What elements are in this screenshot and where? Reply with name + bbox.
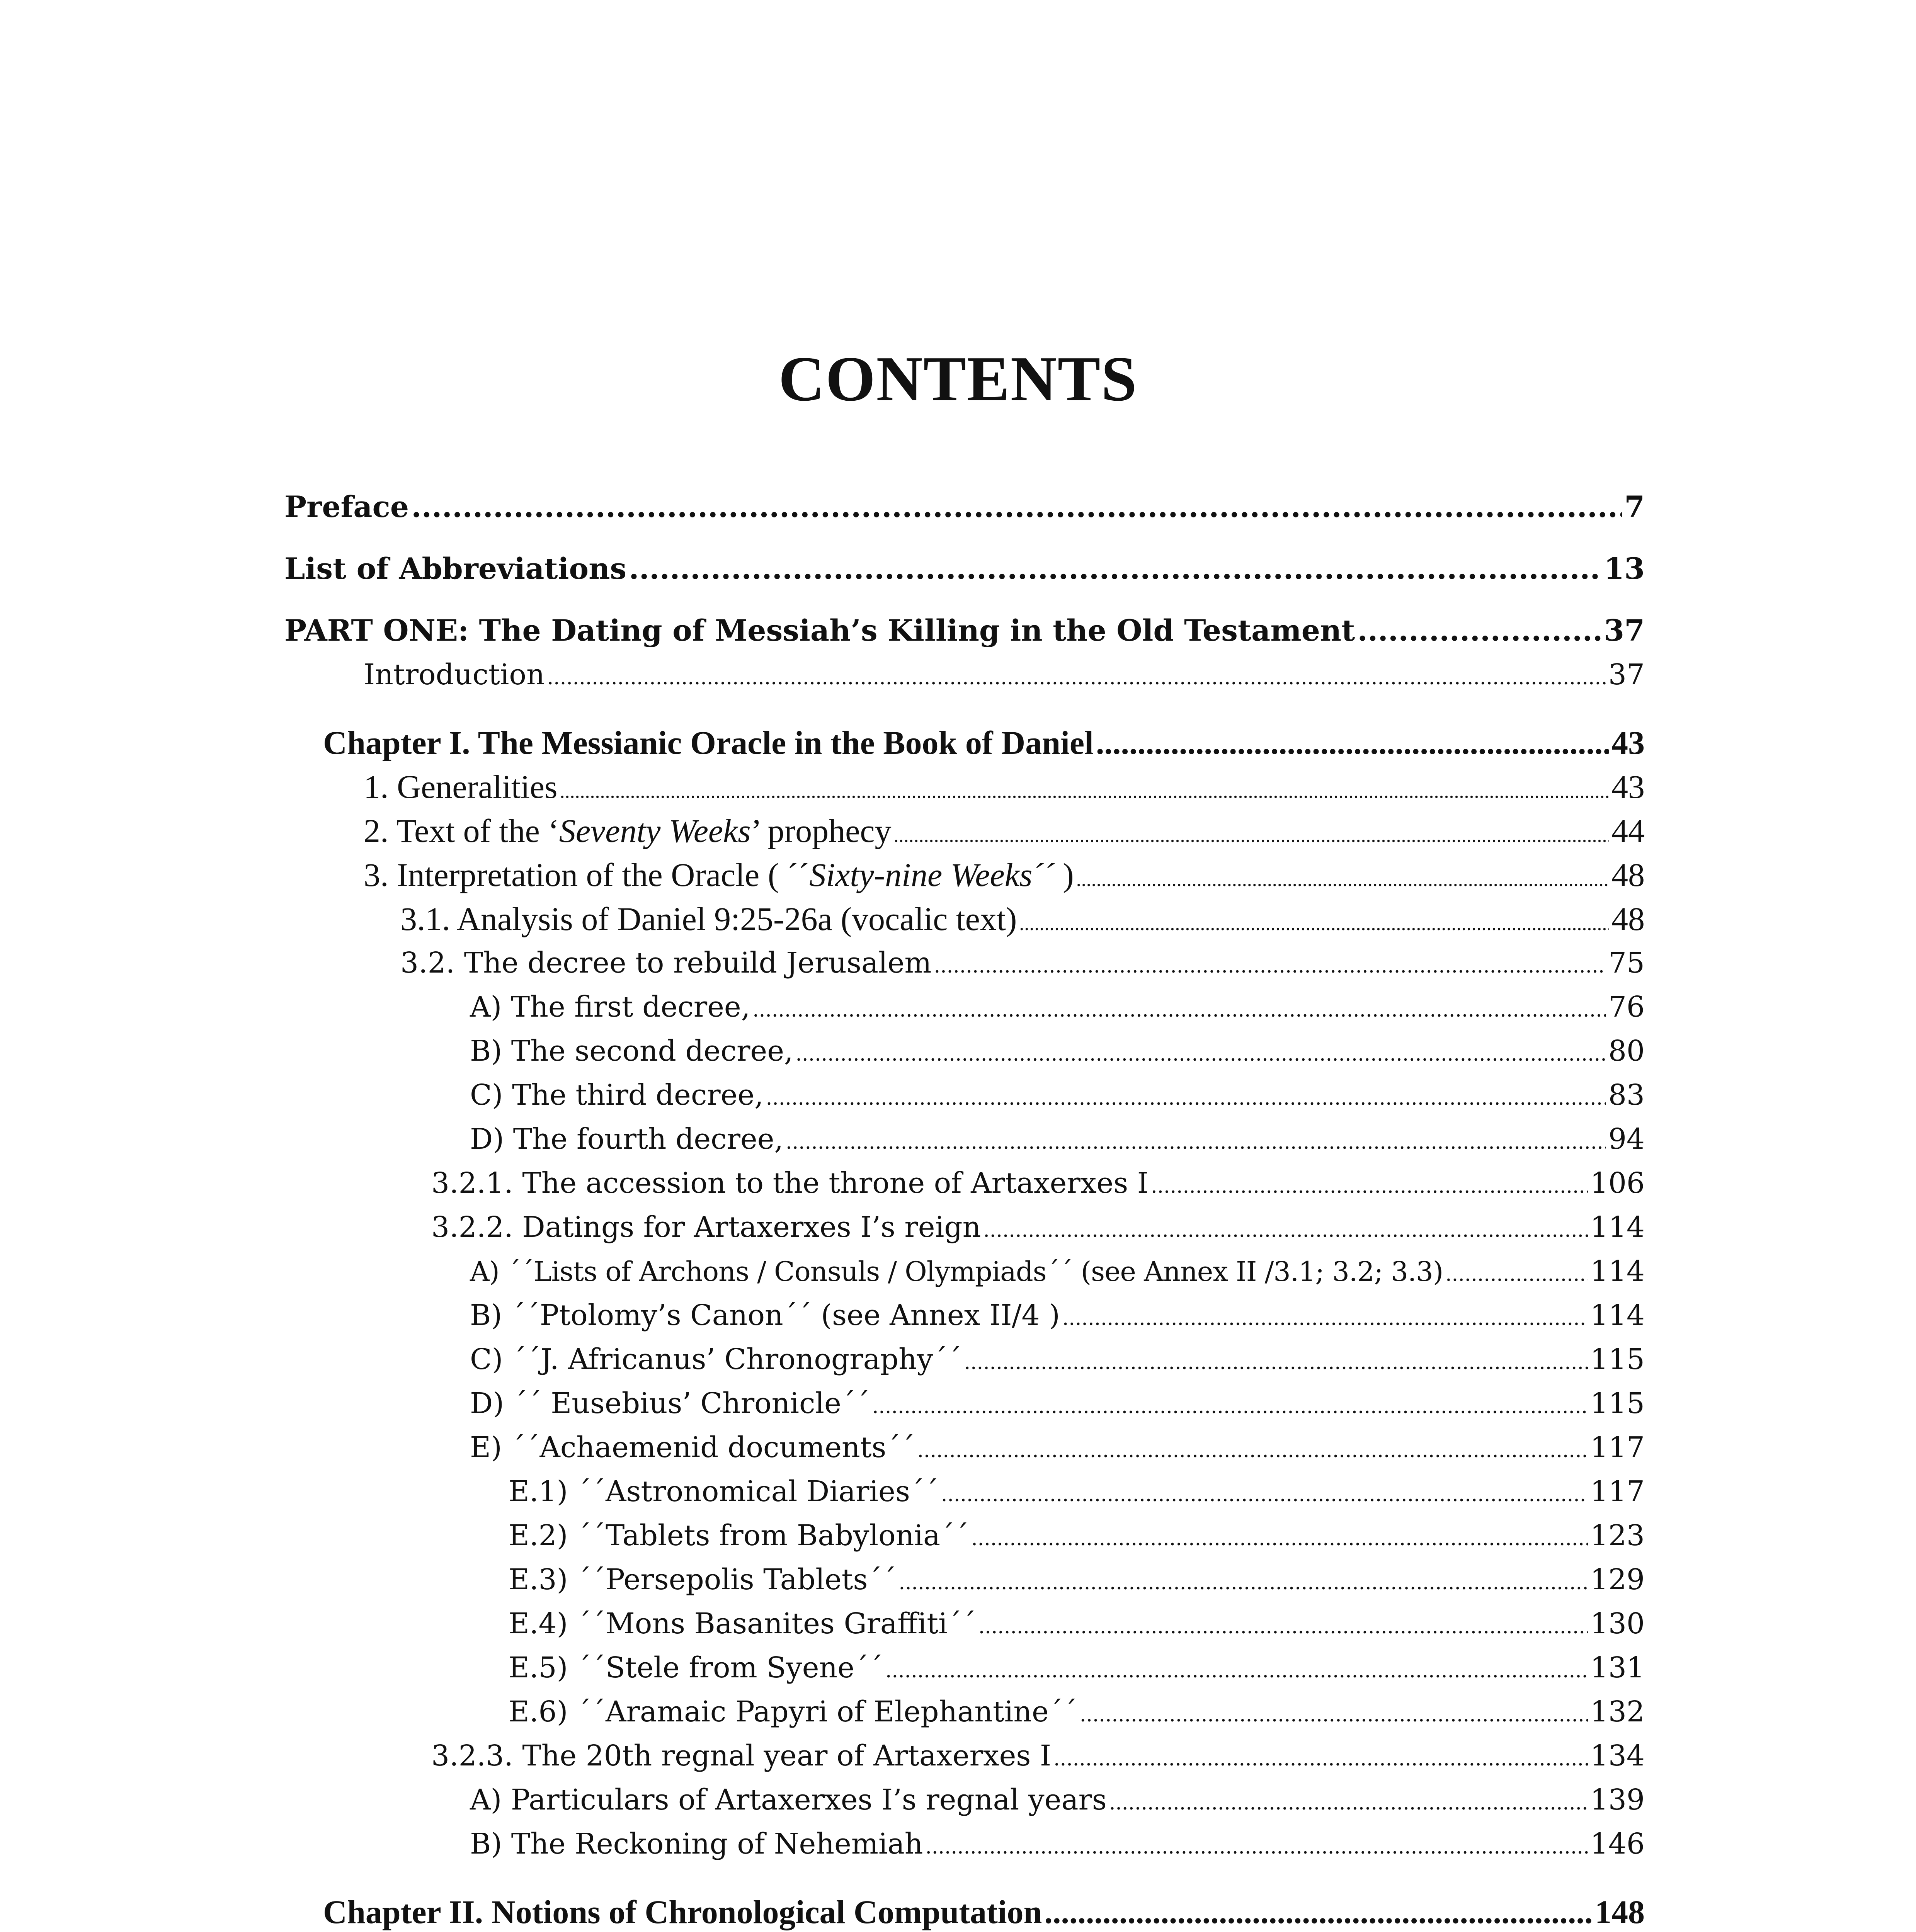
toc-entry-ptolomy-canon bbox=[284, 1293, 1645, 1337]
toc-entry-label: C) The third decree, bbox=[470, 1078, 764, 1112]
toc-entry-page: 117 bbox=[1590, 1431, 1645, 1464]
toc-entry-label: List of Abbreviations bbox=[284, 551, 627, 586]
toc-entry-achaemenid bbox=[284, 1425, 1645, 1469]
dot-leader bbox=[1151, 1161, 1588, 1208]
toc-entry-chapter-2 bbox=[284, 1890, 1645, 1932]
toc-entry-label: E.2) ´´Tablets from Babylonia´´ bbox=[509, 1519, 969, 1552]
dot-leader bbox=[786, 1117, 1606, 1164]
toc-entry-stele-syene bbox=[284, 1646, 1645, 1690]
toc-entry-page: 146 bbox=[1590, 1827, 1645, 1861]
toc-entry-page: 130 bbox=[1590, 1607, 1645, 1640]
toc-entry-label: B) The Reckoning of Nehemiah bbox=[470, 1827, 923, 1861]
toc-entry-decree-rebuild bbox=[284, 941, 1645, 985]
toc-entry-label: A) The first decree, bbox=[470, 990, 750, 1024]
toc-entry-page: 76 bbox=[1608, 990, 1645, 1024]
toc-entry-africanus bbox=[284, 1337, 1645, 1381]
toc-entry-text-of-prophecy bbox=[284, 809, 1645, 853]
toc-entry-page: 123 bbox=[1590, 1519, 1645, 1552]
dot-leader bbox=[934, 941, 1606, 988]
dot-leader bbox=[983, 1205, 1588, 1252]
dot-leader bbox=[547, 653, 1606, 700]
toc-entry-page: 131 bbox=[1590, 1651, 1645, 1684]
toc-entry-page: 75 bbox=[1608, 946, 1645, 980]
table-of-contents bbox=[284, 485, 1645, 1932]
toc-entry-page: 134 bbox=[1590, 1739, 1645, 1772]
dot-leader bbox=[1053, 1734, 1588, 1781]
toc-entry-label: E.4) ´´Mons Basanites Graffiti´´ bbox=[509, 1607, 976, 1640]
toc-entry-page: 44 bbox=[1611, 812, 1645, 849]
toc-entry-page: 94 bbox=[1608, 1122, 1645, 1156]
toc-entry-generalities bbox=[284, 765, 1645, 809]
dot-leader bbox=[941, 1469, 1588, 1517]
toc-entry-label: E.6) ´´Aramaic Papyri of Elephantine´´ bbox=[509, 1695, 1077, 1728]
toc-entry-list-of-abbreviations bbox=[284, 547, 1645, 591]
toc-entry-page: 106 bbox=[1590, 1167, 1645, 1200]
toc-entry-page: 139 bbox=[1590, 1783, 1645, 1816]
dot-leader bbox=[1445, 1249, 1588, 1296]
toc-entry-page: 115 bbox=[1590, 1343, 1645, 1376]
dot-leader bbox=[411, 485, 1622, 529]
toc-entry-tablets-babylonia bbox=[284, 1514, 1645, 1558]
toc-entry-page: 43 bbox=[1611, 724, 1645, 761]
toc-entry-page: 129 bbox=[1590, 1563, 1645, 1596]
toc-entry-label: 3. Interpretation of the Oracle ( ´´Sixty-nine Weeks´´ ) bbox=[364, 856, 1074, 893]
toc-entry-label: Preface bbox=[284, 490, 409, 524]
toc-entry-label: C) ´´J. Africanus’ Chronography´´ bbox=[470, 1343, 962, 1376]
toc-entry-label: Chapter II. Notions of Chronological Computation bbox=[323, 1893, 1042, 1930]
toc-entry-label: 2. Text of the ‘Seventy Weeks’ prophecy bbox=[364, 812, 892, 849]
dot-leader bbox=[917, 1425, 1588, 1473]
toc-entry-label: 1. Generalities bbox=[364, 768, 558, 805]
toc-entry-aramaic-papyri bbox=[284, 1690, 1645, 1734]
toc-entry-page: 114 bbox=[1590, 1211, 1645, 1244]
toc-entry-label: 3.2.1. The accession to the throne of Artaxerxes I bbox=[431, 1167, 1149, 1200]
dot-leader bbox=[885, 1646, 1588, 1693]
dot-leader bbox=[1080, 1690, 1588, 1737]
toc-entry-page: 83 bbox=[1608, 1078, 1645, 1112]
toc-entry-page: 80 bbox=[1608, 1034, 1645, 1068]
dot-leader bbox=[752, 985, 1606, 1032]
toc-entry-label: E.1) ´´Astronomical Diaries´´ bbox=[509, 1475, 939, 1508]
toc-entry-page: 7 bbox=[1624, 490, 1645, 524]
toc-entry-particulars bbox=[284, 1778, 1645, 1822]
dot-leader bbox=[1044, 1890, 1593, 1932]
toc-entry-astronomical-diaries bbox=[284, 1469, 1645, 1514]
toc-entry-fourth-decree bbox=[284, 1117, 1645, 1161]
toc-entry-label: B) ´´Ptolomy’s Canon´´ (see Annex II/4 ) bbox=[470, 1299, 1060, 1332]
toc-entry-page: 48 bbox=[1611, 900, 1645, 937]
toc-entry-lists-archons bbox=[284, 1249, 1645, 1293]
page-title: CONTENTS bbox=[778, 343, 1138, 414]
toc-entry-label: E) ´´Achaemenid documents´´ bbox=[470, 1431, 915, 1464]
dot-leader bbox=[629, 547, 1601, 591]
toc-entry-label: 3.2. The decree to rebuild Jerusalem bbox=[400, 946, 932, 980]
toc-entry-label: A) Particulars of Artaxerxes I’s regnal years bbox=[470, 1783, 1107, 1816]
toc-entry-preface bbox=[284, 485, 1645, 529]
toc-entry-page: 114 bbox=[1590, 1255, 1645, 1288]
dot-leader bbox=[1096, 721, 1609, 765]
dot-leader bbox=[872, 1381, 1588, 1429]
dot-leader bbox=[560, 765, 1609, 814]
toc-entry-label: A) ´´Lists of Archons / Consuls / Olympiads´´ (see Annex II /3.1; 3.2; 3.3) bbox=[470, 1256, 1443, 1287]
toc-entry-label: 3.1. Analysis of Daniel 9:25-26a (vocalic text) bbox=[400, 900, 1017, 937]
toc-entry-label: 3.2.2. Datings for Artaxerxes I’s reign bbox=[431, 1211, 981, 1244]
toc-entry-label: E.3) ´´Persepolis Tablets´´ bbox=[509, 1563, 897, 1596]
toc-entry-persepolis bbox=[284, 1558, 1645, 1602]
dot-leader bbox=[978, 1602, 1588, 1649]
toc-entry-interpretation bbox=[284, 853, 1645, 897]
toc-entry-eusebius bbox=[284, 1381, 1645, 1425]
toc-entry-page: 132 bbox=[1590, 1695, 1645, 1728]
toc-entry-page: 117 bbox=[1590, 1475, 1645, 1508]
toc-entry-accession bbox=[284, 1161, 1645, 1205]
toc-entry-page: 37 bbox=[1608, 658, 1645, 691]
toc-entry-label: B) The second decree, bbox=[470, 1034, 793, 1068]
toc-entry-page: 37 bbox=[1604, 613, 1645, 648]
toc-entry-analysis-daniel bbox=[284, 897, 1645, 941]
dot-leader bbox=[1076, 853, 1609, 902]
toc-entry-label: Introduction bbox=[364, 658, 545, 691]
toc-entry-page: 114 bbox=[1590, 1299, 1645, 1332]
dot-leader bbox=[1019, 897, 1609, 946]
toc-entry-third-decree bbox=[284, 1073, 1645, 1117]
toc-entry-page: 13 bbox=[1604, 551, 1645, 586]
toc-entry-page: 48 bbox=[1611, 856, 1645, 893]
toc-entry-part-one bbox=[284, 609, 1645, 653]
toc-entry-20th-regnal-year bbox=[284, 1734, 1645, 1778]
dot-leader bbox=[925, 1822, 1588, 1869]
toc-entry-label: Chapter I. The Messianic Oracle in the Book of Daniel bbox=[323, 724, 1094, 761]
dot-leader bbox=[766, 1073, 1606, 1120]
dot-leader bbox=[964, 1337, 1588, 1384]
dot-leader bbox=[1357, 609, 1601, 653]
toc-entry-label: E.5) ´´Stele from Syene´´ bbox=[509, 1651, 883, 1684]
dot-leader bbox=[1109, 1778, 1588, 1825]
toc-entry-page: 43 bbox=[1611, 768, 1645, 805]
toc-entry-first-decree bbox=[284, 985, 1645, 1029]
toc-entry-page: 148 bbox=[1595, 1893, 1645, 1930]
dot-leader bbox=[971, 1514, 1588, 1561]
toc-entry-introduction bbox=[284, 653, 1645, 697]
toc-entry-label: D) The fourth decree, bbox=[470, 1122, 784, 1156]
toc-entry-mons-basanites bbox=[284, 1602, 1645, 1646]
toc-entry-label: 3.2.3. The 20th regnal year of Artaxerxes I bbox=[431, 1739, 1052, 1772]
toc-entry-chapter-1 bbox=[284, 721, 1645, 765]
dot-leader bbox=[893, 809, 1609, 858]
toc-entry-reckoning-nehemiah bbox=[284, 1822, 1645, 1866]
dot-leader bbox=[898, 1558, 1588, 1605]
toc-entry-label: D) ´´ Eusebius’ Chronicle´´ bbox=[470, 1387, 870, 1420]
toc-entry-datings bbox=[284, 1205, 1645, 1249]
toc-entry-label: PART ONE: The Dating of Messiah’s Killing in the Old Testament bbox=[284, 613, 1355, 648]
dot-leader bbox=[796, 1029, 1606, 1076]
toc-entry-second-decree bbox=[284, 1029, 1645, 1073]
dot-leader bbox=[1062, 1293, 1588, 1340]
toc-entry-page: 115 bbox=[1590, 1387, 1645, 1420]
